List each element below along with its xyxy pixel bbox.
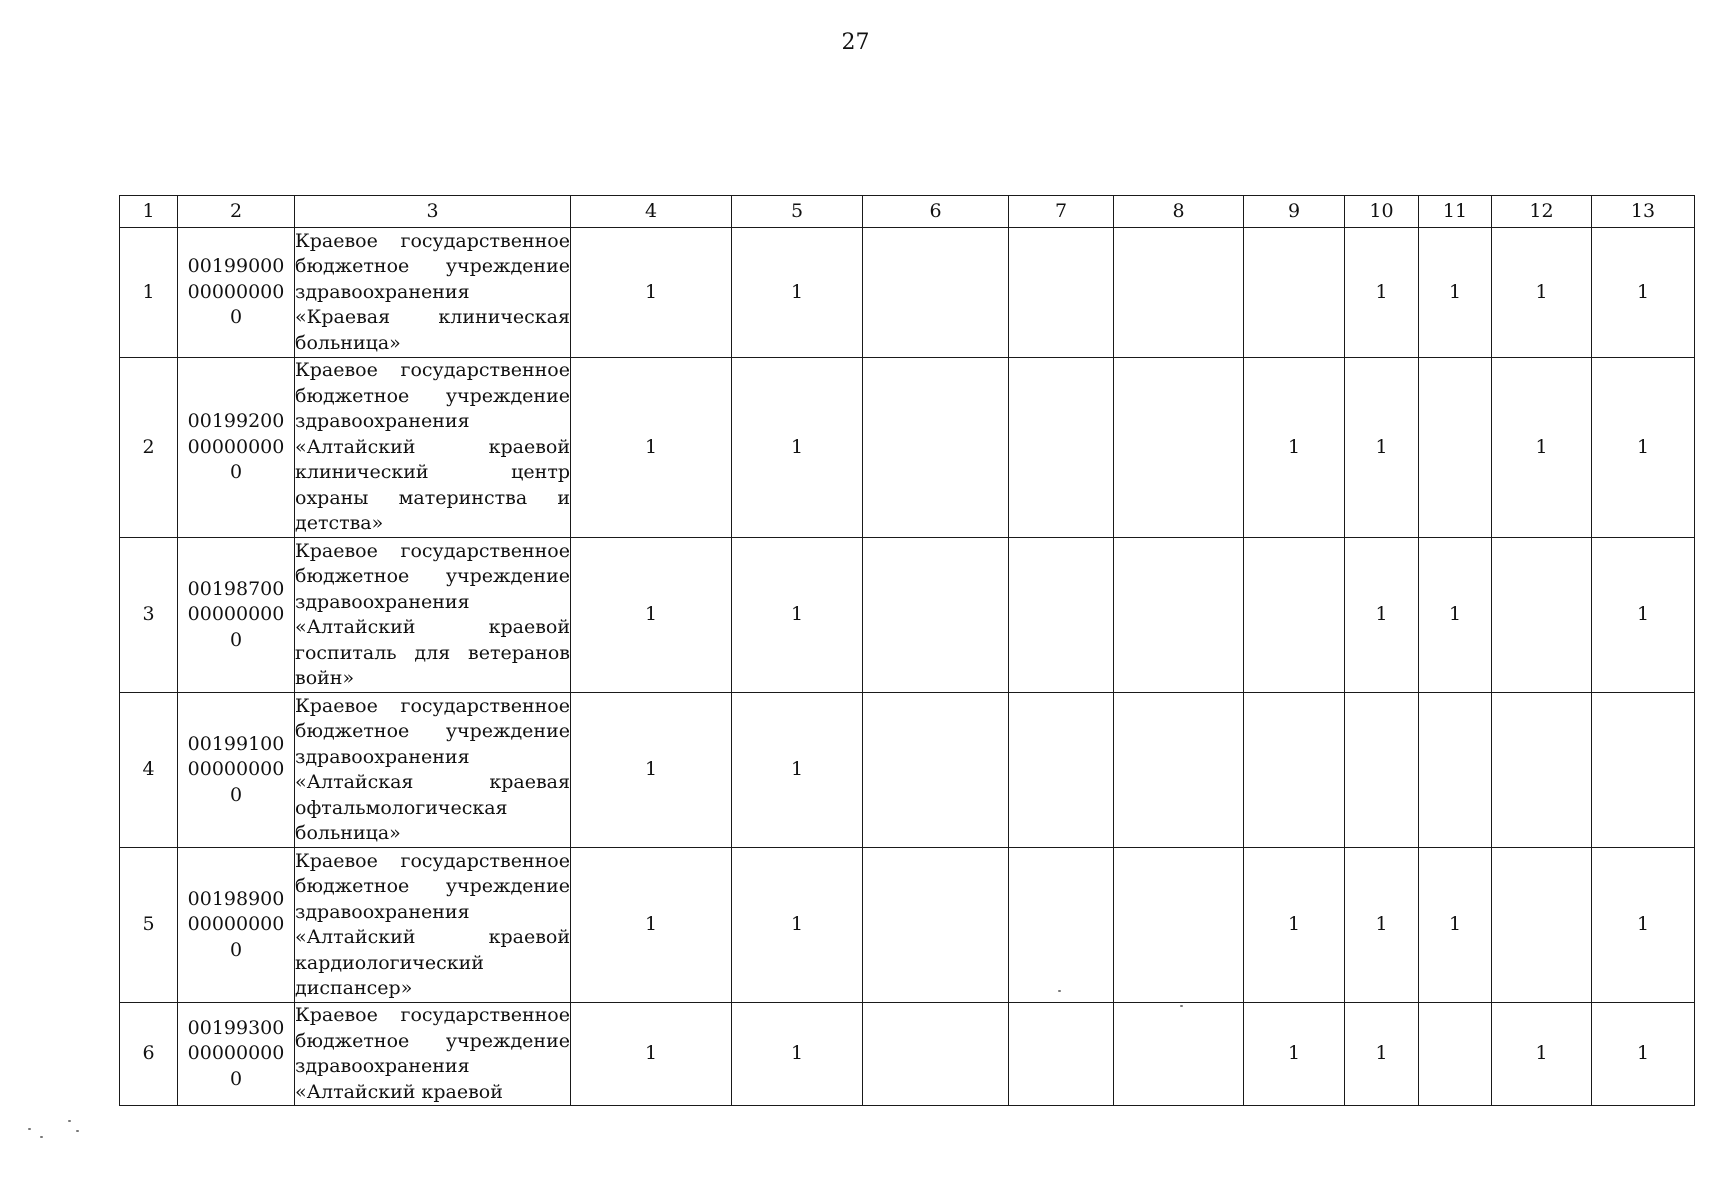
table-row <box>120 1003 1695 1106</box>
scan-speck <box>76 1130 79 1132</box>
value-cell-col-6 <box>863 693 1009 848</box>
institution-name-line: «Алтайский краевой <box>295 1080 503 1103</box>
code-line: 0 <box>229 306 243 329</box>
column-header: 12 <box>1492 196 1592 228</box>
scan-speck <box>40 1136 43 1138</box>
value-cell-col-10: 1 <box>1345 538 1419 693</box>
institution-name-line: бюджетное учреждение <box>295 255 570 278</box>
code-line: 00000000 <box>187 280 285 303</box>
row-number-cell: 5 <box>120 848 178 1003</box>
column-header: 7 <box>1009 196 1114 228</box>
code-cell <box>178 358 295 538</box>
value-cell-col-9: 1 <box>1244 1003 1345 1106</box>
institution-name-line: больница» <box>295 331 401 354</box>
value-cell-col-8 <box>1114 693 1244 848</box>
value-cell-col-6 <box>863 228 1009 358</box>
value-cell-col-12 <box>1492 848 1592 1003</box>
value-cell-col-6 <box>863 358 1009 538</box>
value-cell-col-12 <box>1492 693 1592 848</box>
value-cell-col-7 <box>1009 1003 1114 1106</box>
value-cell-col-10: 1 <box>1345 848 1419 1003</box>
code-line: 0 <box>229 461 243 484</box>
value-cell-col-8 <box>1114 848 1244 1003</box>
code-cell <box>178 538 295 693</box>
code-line: 00199100 <box>187 732 285 755</box>
code-line: 00199200 <box>187 410 285 433</box>
value-cell-col-10: 1 <box>1345 1003 1419 1106</box>
value-cell-col-9: 1 <box>1244 848 1345 1003</box>
value-cell-col-8 <box>1114 1003 1244 1106</box>
value-cell-col-6 <box>863 538 1009 693</box>
value-cell-col-9 <box>1244 228 1345 358</box>
value-cell-col-6 <box>863 1003 1009 1106</box>
institution-name-line: Краевое государственное <box>295 694 570 717</box>
value-cell-col-10: 1 <box>1345 358 1419 538</box>
institution-name-line: Краевое государственное <box>295 229 570 252</box>
institution-name-line: Краевое государственное <box>295 1004 570 1026</box>
institution-name-line: клинический центр <box>295 461 570 484</box>
value-cell-col-12: 1 <box>1492 358 1592 538</box>
row-number-cell: 2 <box>120 358 178 538</box>
row-number-cell: 1 <box>120 228 178 358</box>
institution-name-cell <box>295 228 571 358</box>
value-cell-col-5: 1 <box>732 538 863 693</box>
column-header: 6 <box>863 196 1009 228</box>
value-cell-col-5: 1 <box>732 848 863 1003</box>
column-header: 13 <box>1592 196 1695 228</box>
value-cell-col-4: 1 <box>571 693 732 848</box>
value-cell-col-9 <box>1244 538 1345 693</box>
institution-name-line: диспансер» <box>295 977 413 999</box>
institution-name-line: Краевое государственное <box>295 359 570 382</box>
table-row <box>120 848 1695 1003</box>
row-number-cell: 3 <box>120 538 178 693</box>
value-cell-col-11 <box>1419 1003 1492 1106</box>
code-line: 0 <box>229 783 243 806</box>
value-cell-col-7 <box>1009 538 1114 693</box>
institution-name-line: войн» <box>295 667 355 689</box>
page-number: 27 <box>841 30 870 55</box>
institution-name-line: бюджетное учреждение <box>295 875 570 897</box>
value-cell-col-4: 1 <box>571 538 732 693</box>
value-cell-col-7 <box>1009 358 1114 538</box>
code-line: 0 <box>229 938 243 961</box>
code-line: 00000000 <box>187 758 285 781</box>
code-line: 00198900 <box>187 887 285 910</box>
scan-speck <box>1180 1005 1183 1007</box>
code-line: 00000000 <box>187 435 285 458</box>
institution-name-line: здравоохранения <box>295 1055 470 1077</box>
table-row <box>120 358 1695 538</box>
value-cell-col-12 <box>1492 538 1592 693</box>
institution-name-line: бюджетное учреждение <box>295 720 570 742</box>
column-header: 2 <box>178 196 295 228</box>
value-cell-col-13: 1 <box>1592 358 1695 538</box>
code-line: 00199300 <box>187 1016 285 1039</box>
value-cell-col-8 <box>1114 228 1244 358</box>
value-cell-col-8 <box>1114 358 1244 538</box>
institution-name-cell <box>295 1003 571 1106</box>
code-line: 00000000 <box>187 603 285 626</box>
table-row <box>120 538 1695 693</box>
column-header: 3 <box>295 196 571 228</box>
value-cell-col-4: 1 <box>571 1003 732 1106</box>
code-cell <box>178 1003 295 1106</box>
institution-name-line: здравоохранения <box>295 280 470 303</box>
value-cell-col-11 <box>1419 358 1492 538</box>
value-cell-col-7 <box>1009 228 1114 358</box>
data-table <box>119 195 1695 1106</box>
institution-name-line: здравоохранения <box>295 590 470 613</box>
value-cell-col-13: 1 <box>1592 228 1695 358</box>
value-cell-col-5: 1 <box>732 228 863 358</box>
table-row <box>120 693 1695 848</box>
value-cell-col-4: 1 <box>571 358 732 538</box>
institution-name-line: здравоохранения <box>295 410 470 433</box>
institution-name-line: Краевое государственное <box>295 539 570 562</box>
column-header: 11 <box>1419 196 1492 228</box>
value-cell-col-13: 1 <box>1592 848 1695 1003</box>
column-header: 8 <box>1114 196 1244 228</box>
institution-name-line: «Алтайский краевой <box>295 435 570 458</box>
column-header: 1 <box>120 196 178 228</box>
institution-name-line: охраны материнства и <box>295 486 570 509</box>
institution-name-line: кардиологический <box>295 951 484 974</box>
institution-name-line: больница» <box>295 822 401 844</box>
value-cell-col-13 <box>1592 693 1695 848</box>
value-cell-col-4: 1 <box>571 848 732 1003</box>
column-header: 10 <box>1345 196 1419 228</box>
value-cell-col-11: 1 <box>1419 228 1492 358</box>
value-cell-col-12: 1 <box>1492 228 1592 358</box>
code-cell <box>178 228 295 358</box>
institution-name-line: офтальмологическая <box>295 796 508 819</box>
row-number-cell: 6 <box>120 1003 178 1106</box>
institution-name-cell <box>295 848 571 1003</box>
code-cell <box>178 693 295 848</box>
value-cell-col-12: 1 <box>1492 1003 1592 1106</box>
value-cell-col-11: 1 <box>1419 538 1492 693</box>
institution-name-line: здравоохранения <box>295 745 470 768</box>
value-cell-col-11: 1 <box>1419 848 1492 1003</box>
code-line: 0 <box>229 628 243 651</box>
institution-name-line: бюджетное учреждение <box>295 1029 570 1052</box>
value-cell-col-5: 1 <box>732 1003 863 1106</box>
institution-name-line: «Краевая клиническая <box>295 306 570 329</box>
code-line: 00199000 <box>187 255 285 278</box>
institution-name-line: госпиталь для ветеранов <box>295 641 570 664</box>
code-line: 00198700 <box>187 577 285 600</box>
row-number-cell: 4 <box>120 693 178 848</box>
value-cell-col-5: 1 <box>732 358 863 538</box>
scan-speck <box>28 1128 31 1130</box>
code-line: 00000000 <box>187 1042 285 1065</box>
value-cell-col-10: 1 <box>1345 228 1419 358</box>
institution-name-line: бюджетное учреждение <box>295 384 570 407</box>
institution-name-cell <box>295 358 571 538</box>
code-line: 00000000 <box>187 913 285 936</box>
institution-name-line: бюджетное учреждение <box>295 565 570 587</box>
scan-speck <box>68 1120 71 1122</box>
institution-name-cell <box>295 693 571 848</box>
table-header-row <box>120 196 1695 228</box>
column-header: 9 <box>1244 196 1345 228</box>
value-cell-col-11 <box>1419 693 1492 848</box>
column-header: 4 <box>571 196 732 228</box>
institution-name-line: Краевое государственное <box>295 849 570 872</box>
institution-name-line: детства» <box>295 512 384 535</box>
institution-name-line: «Алтайская краевая <box>295 771 570 793</box>
value-cell-col-9 <box>1244 693 1345 848</box>
value-cell-col-8 <box>1114 538 1244 693</box>
value-cell-col-7 <box>1009 693 1114 848</box>
value-cell-col-4: 1 <box>571 228 732 358</box>
institution-name-line: «Алтайский краевой <box>295 616 570 638</box>
value-cell-col-5: 1 <box>732 693 863 848</box>
value-cell-col-10 <box>1345 693 1419 848</box>
column-header: 5 <box>732 196 863 228</box>
institution-name-line: здравоохранения <box>295 900 470 923</box>
value-cell-col-13: 1 <box>1592 538 1695 693</box>
scan-speck <box>1058 990 1061 992</box>
value-cell-col-13: 1 <box>1592 1003 1695 1106</box>
value-cell-col-9: 1 <box>1244 358 1345 538</box>
code-cell <box>178 848 295 1003</box>
institution-name-cell <box>295 538 571 693</box>
table-row <box>120 228 1695 358</box>
institution-name-line: «Алтайский краевой <box>295 926 570 948</box>
code-line: 0 <box>229 1067 243 1090</box>
value-cell-col-7 <box>1009 848 1114 1003</box>
value-cell-col-6 <box>863 848 1009 1003</box>
